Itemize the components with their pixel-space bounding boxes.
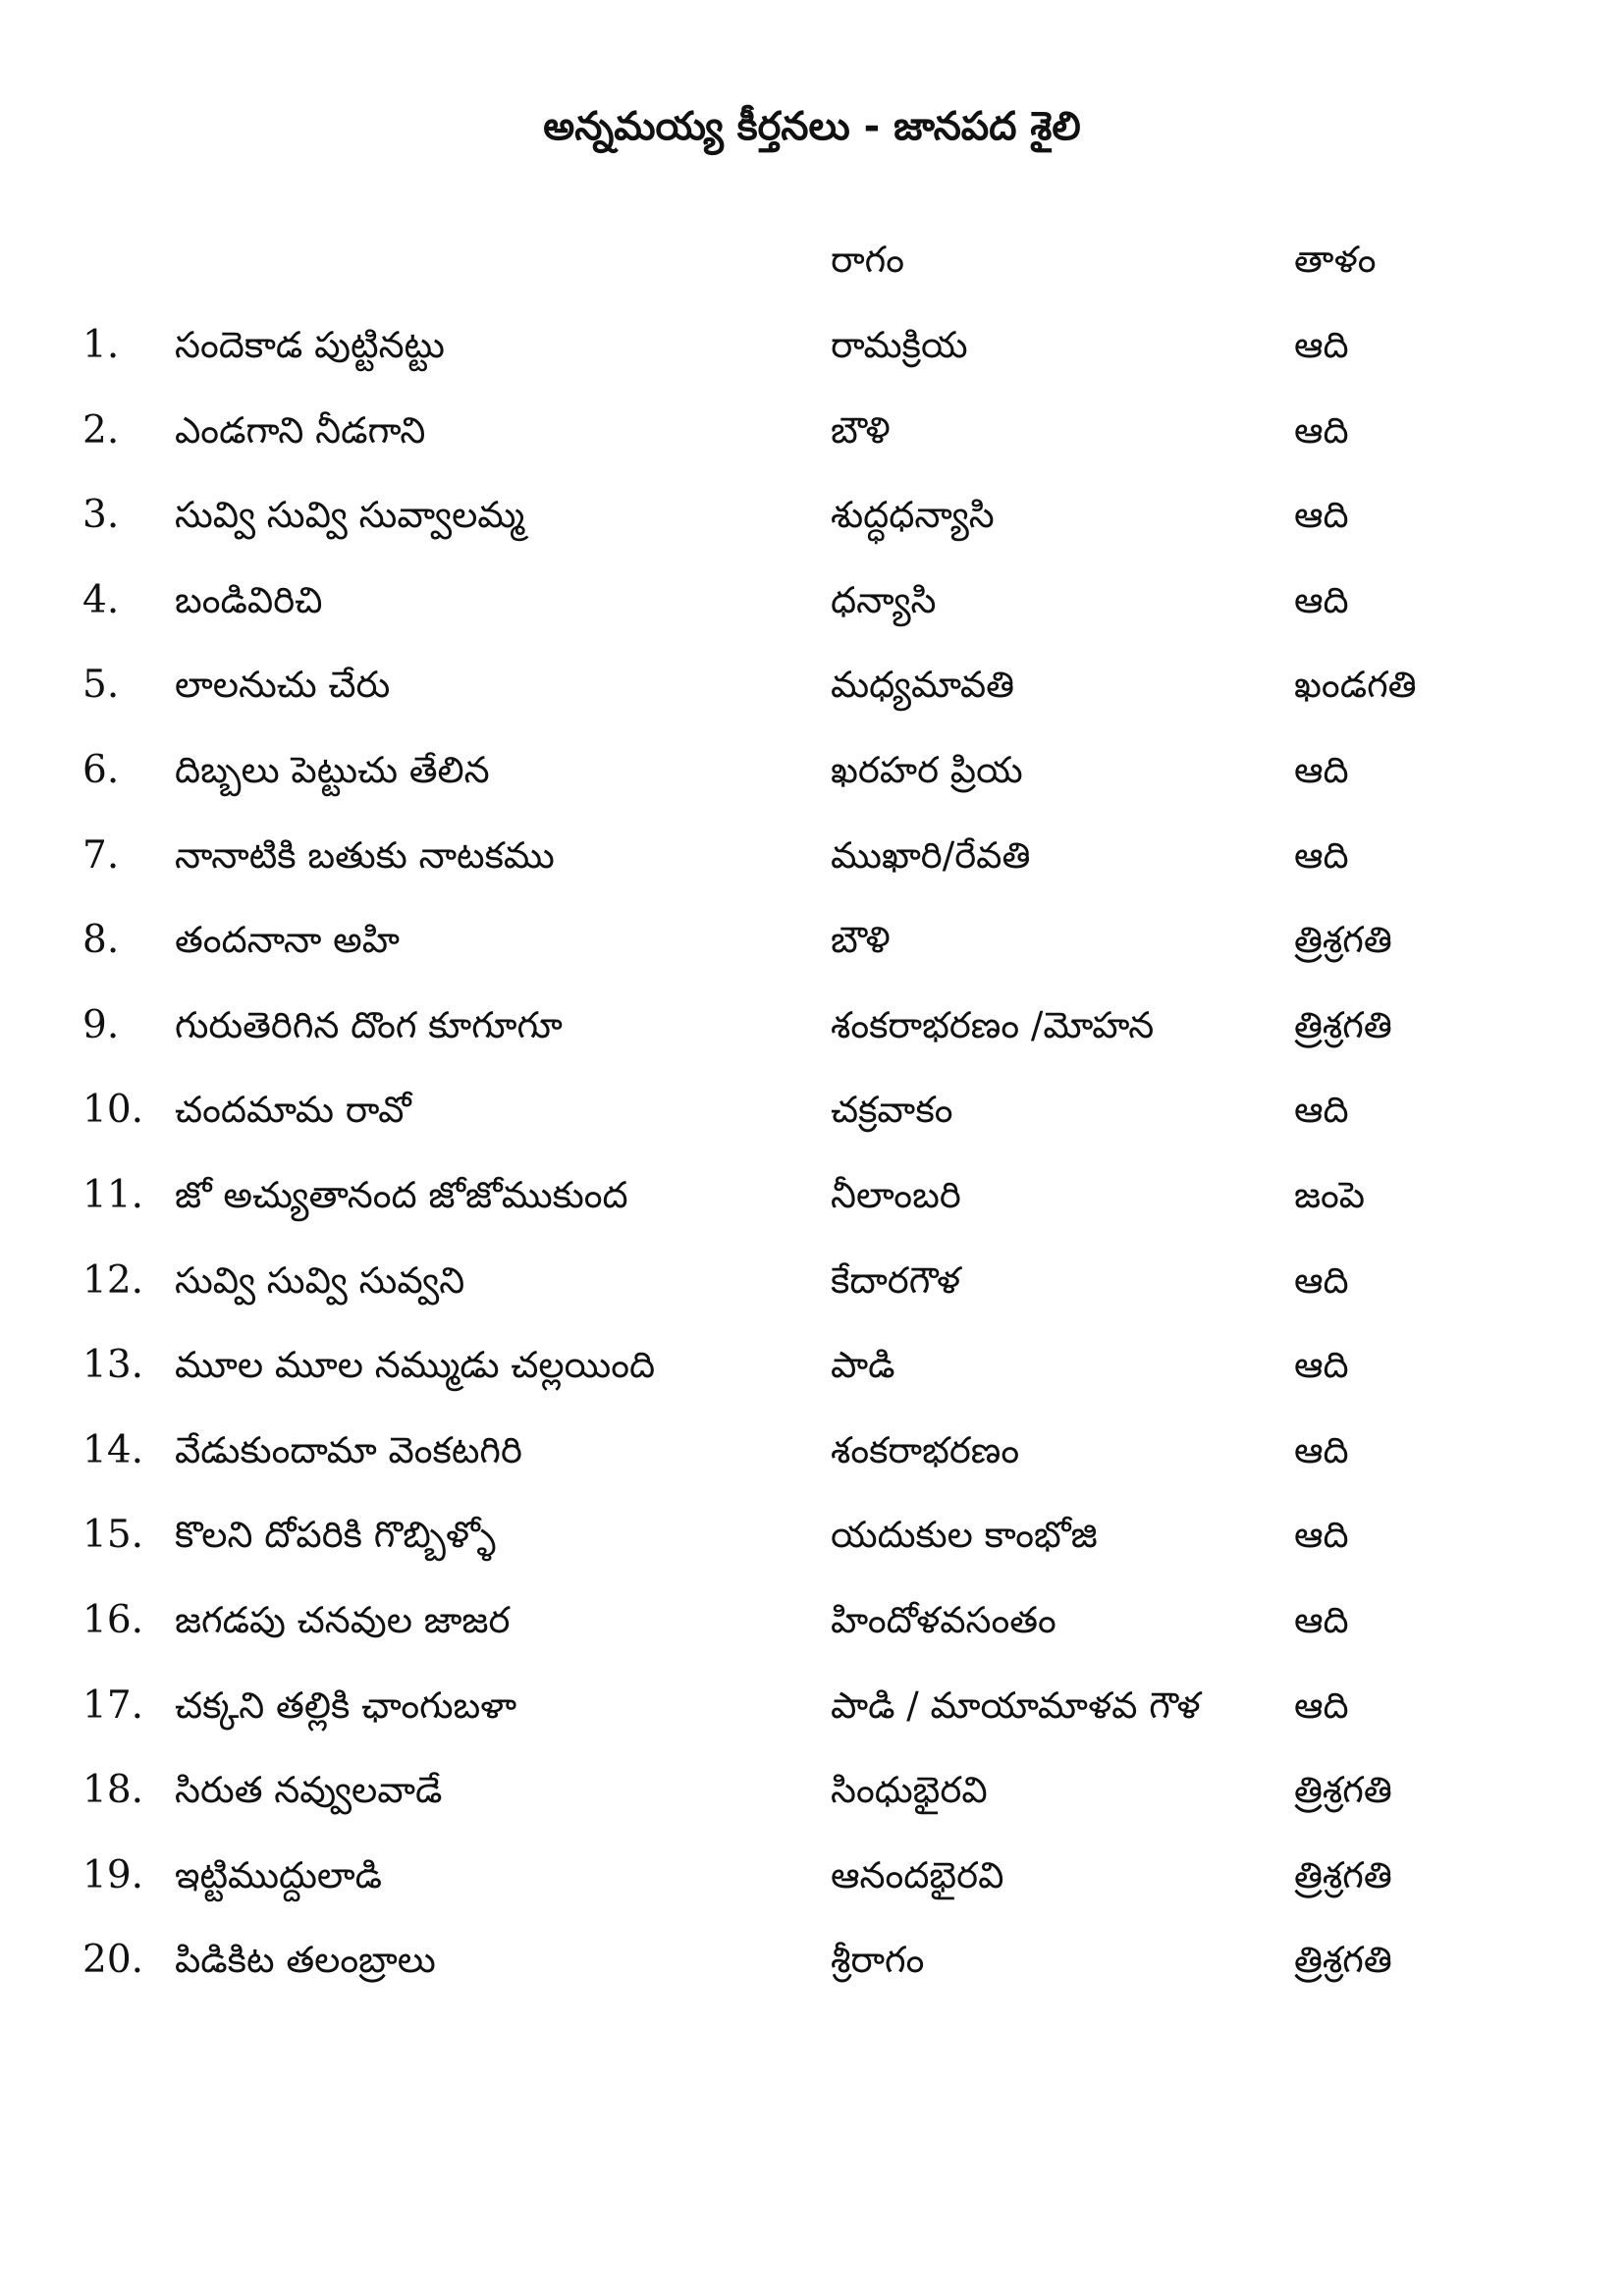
list-item (0, 656, 1624, 715)
raga-name: నీలాంబరి (831, 1174, 961, 1216)
song-title: గురుతెరిగిన దొంగ కూగూగూ (175, 1004, 563, 1046)
list-item (0, 1846, 1624, 1905)
tala-name: ఆది (1294, 1514, 1349, 1556)
song-title: చందమామ రావో (175, 1089, 411, 1131)
tala-name: ఆది (1294, 1089, 1349, 1131)
song-title: సువ్వి సువ్వి సువ్వని (175, 1259, 465, 1302)
list-item (0, 1506, 1624, 1565)
item-number: 14. (82, 1428, 144, 1472)
tala-name: ఆది (1294, 1429, 1349, 1471)
raga-name: ఆనందభైరవి (831, 1854, 1004, 1896)
list-item (0, 316, 1624, 375)
song-title: సిరుత నవ్వులవాడే (175, 1769, 443, 1811)
item-number: 1. (82, 323, 120, 367)
page-title: అన్నమయ్య కీర్తనలు - జానపద శైలి (543, 104, 1081, 149)
item-number: 4. (82, 578, 120, 622)
item-number: 5. (82, 663, 120, 707)
song-title: పిడికిట తలంబ్రాలు (175, 1939, 436, 1981)
item-number: 18. (82, 1768, 144, 1812)
song-title: నానాటికి బతుకు నాటకము (175, 834, 555, 877)
tala-name: ఆది (1294, 579, 1349, 621)
list-item (0, 1591, 1624, 1650)
raga-name: హిందోళవసంతం (831, 1599, 1056, 1641)
item-number: 19. (82, 1853, 144, 1897)
list-item (0, 1336, 1624, 1395)
raga-name: కేదారగౌళ (831, 1259, 961, 1302)
item-number: 12. (82, 1258, 144, 1303)
song-title: చక్కని తల్లికి ఛాంగుబళా (175, 1684, 517, 1727)
list-item (0, 571, 1624, 630)
list-item (0, 1421, 1624, 1480)
song-title: దిబ్బలు పెట్టుచు తేలిన (175, 749, 490, 791)
tala-name: ఆది (1294, 1684, 1349, 1727)
song-title: జగడపు చనవుల జాజర (175, 1599, 511, 1641)
tala-name: జంపె (1294, 1174, 1366, 1216)
raga-name: బౌళి (831, 409, 891, 452)
raga-name: రామక్రియ (831, 324, 968, 366)
song-title: తందనానా అహి (175, 919, 400, 961)
song-title: లాలనుచు చేరు (175, 664, 391, 706)
tala-name: త్రిశ్రగతి (1294, 919, 1392, 961)
tala-name: ఆది (1294, 409, 1349, 452)
raga-name: యదుకుల కాంభోజి (831, 1514, 1098, 1556)
raga-name: పాడి / మాయామాళవ గౌళ (831, 1684, 1201, 1727)
raga-name: శుద్ధధన్యాసి (831, 494, 995, 536)
list-item (0, 911, 1624, 970)
tala-name: ఆది (1294, 1599, 1349, 1641)
raga-column-header: రాగం (831, 239, 904, 281)
item-number: 17. (82, 1683, 144, 1728)
list-item (0, 1252, 1624, 1310)
song-title: జో అచ్యుతానంద జోజోముకుంద (175, 1174, 628, 1216)
item-number: 16. (82, 1598, 144, 1642)
item-number: 2. (82, 408, 120, 453)
tala-column-header: తాళం (1294, 239, 1377, 281)
song-title: ఎండగాని నీడగాని (175, 409, 426, 452)
item-number: 10. (82, 1088, 144, 1132)
song-title: ఇట్టిముద్దులాడి (175, 1854, 383, 1896)
tala-name: ఆది (1294, 1259, 1349, 1302)
raga-name: ఖరహర ప్రియ (831, 749, 1023, 791)
list-item (0, 1761, 1624, 1820)
column-header-row (0, 231, 1624, 290)
tala-name: త్రిశ్రగతి (1294, 1939, 1392, 1981)
song-title: వేడుకుందామా వెంకటగిరి (175, 1429, 522, 1471)
raga-name: ధన్యాసి (831, 579, 937, 621)
item-number: 20. (82, 1938, 144, 1982)
tala-name: త్రిశ్రగతి (1294, 1004, 1392, 1046)
raga-name: చక్రవాకం (831, 1089, 953, 1131)
tala-name: ఆది (1294, 749, 1349, 791)
list-item (0, 1166, 1624, 1225)
tala-name: ఖండగతి (1294, 664, 1417, 706)
tala-name: ఆది (1294, 324, 1349, 366)
raga-name: శంకరాభరణం /మోహన (831, 1004, 1155, 1046)
item-number: 6. (82, 748, 120, 792)
raga-name: పాడి (831, 1344, 895, 1386)
list-item (0, 827, 1624, 885)
list-item (0, 486, 1624, 545)
raga-name: శంకరాభరణం (831, 1429, 1020, 1471)
list-item (0, 996, 1624, 1055)
item-number: 9. (82, 1003, 120, 1047)
raga-name: శ్రీరాగం (831, 1939, 925, 1981)
song-title: మూల మూల నమ్ముడు చల్లయింది (175, 1344, 656, 1386)
item-number: 3. (82, 493, 120, 537)
item-number: 11. (82, 1173, 144, 1217)
item-number: 8. (82, 918, 120, 962)
tala-name: ఆది (1294, 494, 1349, 536)
raga-name: సింధుభైరవి (831, 1769, 988, 1811)
raga-name: బౌళి (831, 919, 891, 961)
list-item (0, 1677, 1624, 1735)
list-item (0, 741, 1624, 800)
song-title: బండివిరిచి (175, 579, 323, 621)
list-item (0, 401, 1624, 460)
tala-name: త్రిశ్రగతి (1294, 1769, 1392, 1811)
tala-name: ఆది (1294, 1344, 1349, 1386)
tala-name: త్రిశ్రగతి (1294, 1854, 1392, 1896)
list-item (0, 1081, 1624, 1140)
item-number: 7. (82, 833, 120, 878)
raga-name: ముఖారి/రేవతి (831, 834, 1031, 877)
raga-name: మధ్యమావతి (831, 664, 1015, 706)
item-number: 13. (82, 1343, 144, 1387)
song-title: కొలని దోపరికి గొబ్బిళ్ళో (175, 1514, 497, 1556)
tala-name: ఆది (1294, 834, 1349, 877)
song-title: సువ్వి సువ్వి సువ్వాలమ్మ (175, 494, 525, 536)
list-item (0, 1931, 1624, 1990)
item-number: 15. (82, 1513, 144, 1557)
song-title: సందెకాడ పుట్టినట్టు (175, 324, 445, 366)
